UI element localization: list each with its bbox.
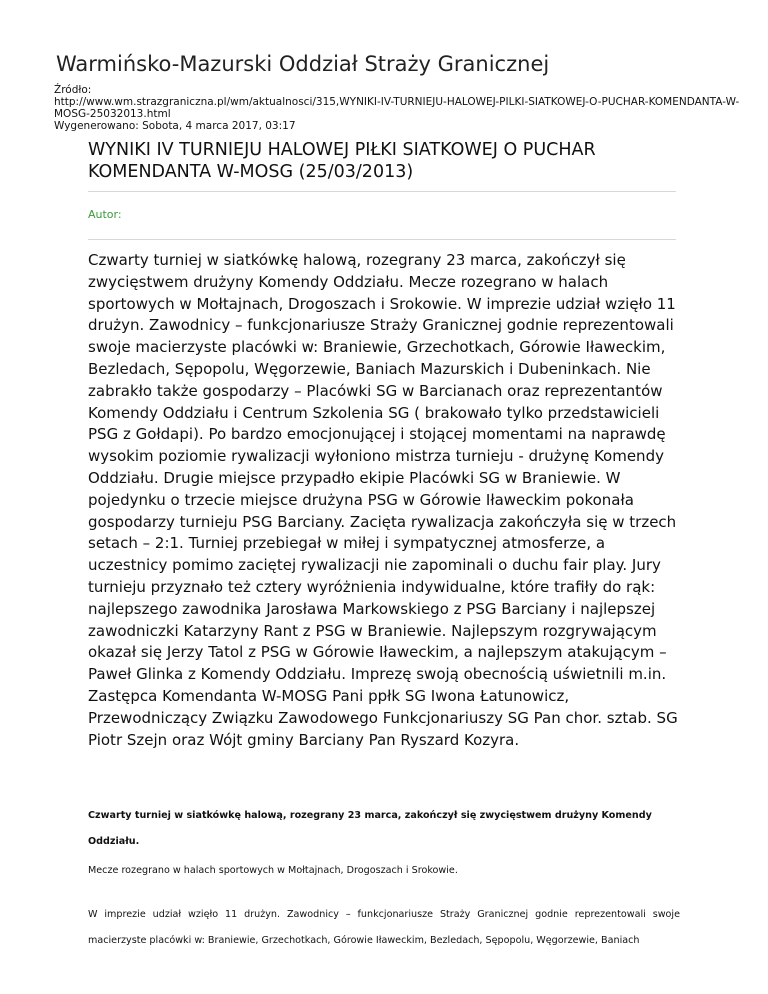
- paragraph-teams: W imprezie udział wzięło 11 drużyn. Zawodnicy – funkcjonariusze Straży Granicznej godnie reprezentowali swoje macierzyste placówki w: Braniewie, Grzechotkach, Górowie Iławeckim, Bezledach, Sępopolu, Węgorzewie, Baniach: [88, 909, 680, 946]
- article-title: WYNIKI IV TURNIEJU HALOWEJ PIŁKI SIATKOWEJ O PUCHAR KOMENDANTA W-MOSG (25/03/2013): [88, 140, 596, 182]
- paragraph-lead: Czwarty turniej w siatkówkę halową, rozegrany 23 marca, zakończył się zwycięstwem drużyny Komendy Oddziału.: [88, 810, 652, 847]
- source-label: Źródło:: [54, 84, 92, 96]
- paragraph-venues: Mecze rozegrano w halach sportowych w Mołtajnach, Drogoszach i Srokowie.: [88, 865, 458, 876]
- divider-top: [88, 191, 676, 192]
- source-url[interactable]: http://www.wm.strazgraniczna.pl/wm/aktualnosci/315,WYNIKI-IV-TURNIEJU-HALOWEJ-PILKI-SIATKOWEJ-O-PUCHAR-KOMENDANTA-W-MOSG-25032013.html: [54, 96, 740, 120]
- article-body: Czwarty turniej w siatkówkę halową, rozegrany 23 marca, zakończył się zwycięstwem drużyny Komendy Oddziału. Mecze rozegrano w halach sportowych w Mołtajnach, Drogoszach i Srokowie. W imprezie udział wzięło 11 drużyn. Zawodnicy – funkcjonariusze Straży Granicznej godnie reprezentowali swoje macierzyste placówki w: Braniewie, Grzechotkach, Górowie Iławeckim, Bezledach, Sępopolu, Węgorzewie, Baniach Mazurskich i Dubeninkach. Nie zabrakło także gospodarzy – Placówki SG w Barcianach oraz reprezentantów Komendy Oddziału i Centrum Szkolenia SG ( brakowało tylko przedstawicieli PSG z Gołdapi). Po bardzo emocjonującej i stojącej momentami na naprawdę wysokim poziomie rywalizacji wyłoniono mistrza turnieju - drużynę Komendy Oddziału. Drugie miejsce przypadło ekipie Placówki SG w Braniewie. W pojedynku o trzecie miejsce drużyna PSG w Górowie Iławeckim pokonała gospodarzy turnieju PSG Barciany. Zacięta rywalizacja zakończyła się w trzech setach – 2:1. Turniej przebiegał w miłej i sympatycznej atmosferze, a uczestnicy pomimo zaciętej rywalizacji nie zapominali o duchu fair play. Jury turnieju przyznało też cztery wyróżnienia indywidualne, które trafiły do rąk: najlepszego zawodnika Jarosława Markowskiego z PSG Barciany i najlepszej zawodniczki Katarzyny Rant z PSG w Braniewie. Najlepszym rozgrywającym okazał się Jerzy Tatol z PSG w Górowie Iławeckim, a najlepszym atakującym – Paweł Glinka z Komendy Oddziału. Imprezę swoją obecnością uświetnili m.in. Zastępca Komendanta W-MOSG Pani ppłk SG Iwona Łatunowicz, Przewodniczący Związku Zawodowego Funkcjonariuszy SG Pan chor. sztab. SG Piotr Szejn oraz Wójt gminy Barciany Pan Ryszard Kozyra.: [88, 251, 678, 749]
- divider-author: [88, 239, 676, 240]
- source-meta: [54, 84, 744, 132]
- site-title: Warmińsko-Mazurski Oddział Straży Granicznej: [56, 52, 550, 76]
- author-label: Autor:: [88, 208, 122, 221]
- generated-date: Wygenerowano: Sobota, 4 marca 2017, 03:17: [54, 120, 296, 132]
